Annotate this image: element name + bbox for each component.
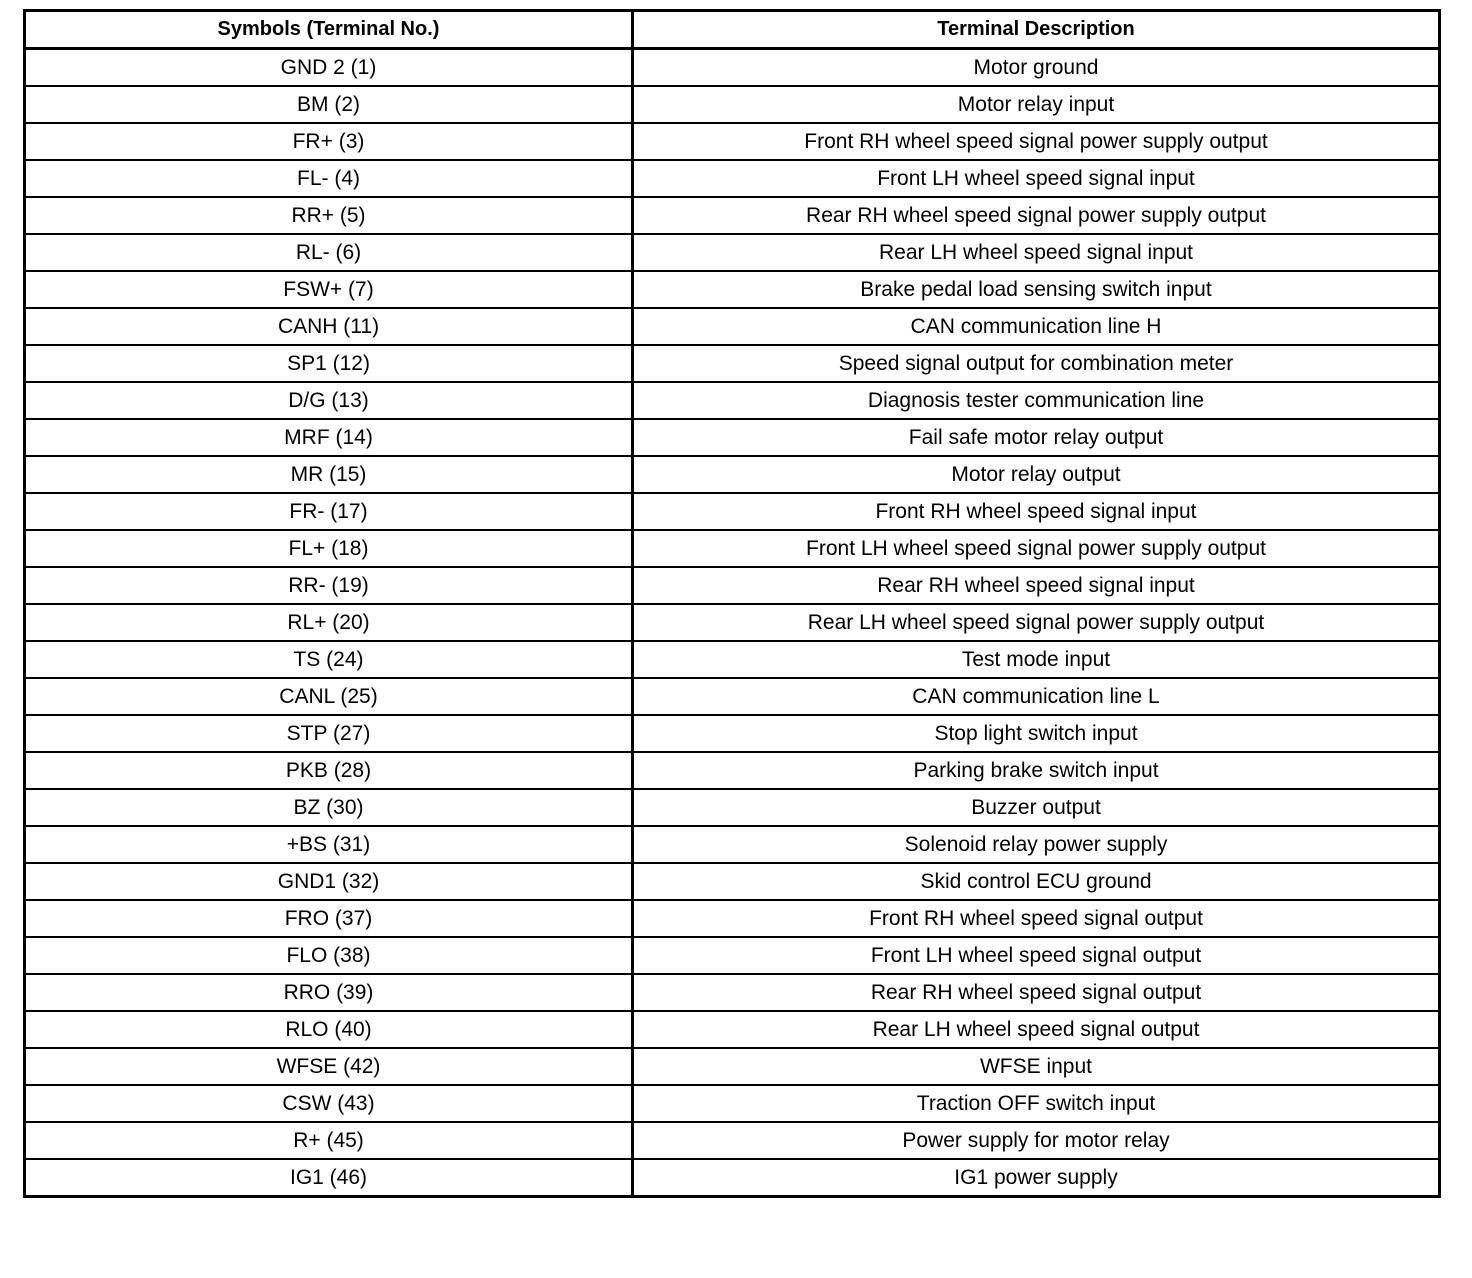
terminal-description-cell: CAN communication line L [633, 678, 1440, 715]
terminal-symbol-cell: IG1 (46) [25, 1159, 633, 1197]
terminal-symbol-cell: RL+ (20) [25, 604, 633, 641]
table-row [25, 530, 1440, 567]
terminal-symbol-cell: BZ (30) [25, 789, 633, 826]
terminal-description-cell: IG1 power supply [633, 1159, 1440, 1197]
terminal-symbol-cell: CSW (43) [25, 1085, 633, 1122]
terminal-symbol-cell: CANH (11) [25, 308, 633, 345]
terminal-description-cell: Motor ground [633, 49, 1440, 87]
terminal-symbol-cell: FRO (37) [25, 900, 633, 937]
table-row [25, 678, 1440, 715]
table-row [25, 1085, 1440, 1122]
table-row [25, 752, 1440, 789]
terminal-symbol-cell: FSW+ (7) [25, 271, 633, 308]
table-row [25, 604, 1440, 641]
terminal-symbol-cell: GND1 (32) [25, 863, 633, 900]
terminal-symbol-cell: FL- (4) [25, 160, 633, 197]
table-row [25, 49, 1440, 87]
terminal-symbol-cell: RRO (39) [25, 974, 633, 1011]
table-row [25, 345, 1440, 382]
table-row [25, 715, 1440, 752]
terminal-description-cell: WFSE input [633, 1048, 1440, 1085]
terminal-description-cell: Fail safe motor relay output [633, 419, 1440, 456]
terminal-description-cell: Rear LH wheel speed signal output [633, 1011, 1440, 1048]
table-row [25, 900, 1440, 937]
table-row [25, 456, 1440, 493]
table-row [25, 826, 1440, 863]
table-row [25, 641, 1440, 678]
terminal-symbol-cell: FLO (38) [25, 937, 633, 974]
terminal-description-cell: Front LH wheel speed signal output [633, 937, 1440, 974]
table-row [25, 1011, 1440, 1048]
terminal-description-cell: Diagnosis tester communication line [633, 382, 1440, 419]
table-row [25, 308, 1440, 345]
table-row [25, 1122, 1440, 1159]
terminal-symbol-cell: GND 2 (1) [25, 49, 633, 87]
terminal-symbol-cell: RR- (19) [25, 567, 633, 604]
terminal-symbol-cell: R+ (45) [25, 1122, 633, 1159]
terminal-description-cell: Traction OFF switch input [633, 1085, 1440, 1122]
table-row [25, 974, 1440, 1011]
terminal-description-cell: Front RH wheel speed signal power supply output [633, 123, 1440, 160]
column-header-symbols: Symbols (Terminal No.) [25, 11, 633, 49]
terminal-symbol-cell: RLO (40) [25, 1011, 633, 1048]
terminal-table [23, 9, 1441, 1198]
terminal-symbol-cell: RR+ (5) [25, 197, 633, 234]
terminal-description-cell: Rear RH wheel speed signal output [633, 974, 1440, 1011]
table-row [25, 863, 1440, 900]
terminal-symbol-cell: SP1 (12) [25, 345, 633, 382]
terminal-description-cell: CAN communication line H [633, 308, 1440, 345]
table-row [25, 197, 1440, 234]
table-row [25, 234, 1440, 271]
terminal-description-cell: Rear RH wheel speed signal power supply output [633, 197, 1440, 234]
terminal-description-cell: Solenoid relay power supply [633, 826, 1440, 863]
terminal-description-cell: Skid control ECU ground [633, 863, 1440, 900]
table-row [25, 382, 1440, 419]
terminal-description-cell: Front LH wheel speed signal power supply output [633, 530, 1440, 567]
terminal-symbol-cell: PKB (28) [25, 752, 633, 789]
table-row [25, 1159, 1440, 1197]
terminal-symbol-cell: STP (27) [25, 715, 633, 752]
terminal-description-cell: Power supply for motor relay [633, 1122, 1440, 1159]
table-row [25, 271, 1440, 308]
terminal-description-cell: Brake pedal load sensing switch input [633, 271, 1440, 308]
terminal-description-cell: Front RH wheel speed signal input [633, 493, 1440, 530]
column-header-description: Terminal Description [633, 11, 1440, 49]
terminal-description-cell: Buzzer output [633, 789, 1440, 826]
table-row [25, 1048, 1440, 1085]
terminal-description-cell: Stop light switch input [633, 715, 1440, 752]
table-row [25, 160, 1440, 197]
terminal-description-cell: Front RH wheel speed signal output [633, 900, 1440, 937]
table-row [25, 86, 1440, 123]
table-row [25, 123, 1440, 160]
terminal-description-cell: Motor relay output [633, 456, 1440, 493]
terminal-symbol-cell: MR (15) [25, 456, 633, 493]
table-body [25, 49, 1440, 1197]
table-row [25, 937, 1440, 974]
terminal-symbol-cell: D/G (13) [25, 382, 633, 419]
terminal-symbol-cell: FL+ (18) [25, 530, 633, 567]
table-row [25, 419, 1440, 456]
terminal-symbol-cell: +BS (31) [25, 826, 633, 863]
terminal-description-cell: Rear LH wheel speed signal input [633, 234, 1440, 271]
terminal-description-cell: Rear RH wheel speed signal input [633, 567, 1440, 604]
terminal-description-cell: Front LH wheel speed signal input [633, 160, 1440, 197]
terminal-symbol-cell: CANL (25) [25, 678, 633, 715]
terminal-description-cell: Rear LH wheel speed signal power supply output [633, 604, 1440, 641]
terminal-symbol-cell: FR- (17) [25, 493, 633, 530]
terminal-description-cell: Motor relay input [633, 86, 1440, 123]
terminal-description-cell: Test mode input [633, 641, 1440, 678]
terminal-description-cell: Parking brake switch input [633, 752, 1440, 789]
terminal-symbol-cell: WFSE (42) [25, 1048, 633, 1085]
table-row [25, 567, 1440, 604]
terminal-symbol-cell: RL- (6) [25, 234, 633, 271]
terminal-symbol-cell: FR+ (3) [25, 123, 633, 160]
table-row [25, 493, 1440, 530]
table-row [25, 789, 1440, 826]
table-header-row [25, 11, 1440, 49]
terminal-symbol-cell: TS (24) [25, 641, 633, 678]
terminal-description-cell: Speed signal output for combination meter [633, 345, 1440, 382]
terminal-symbol-cell: MRF (14) [25, 419, 633, 456]
terminal-symbol-cell: BM (2) [25, 86, 633, 123]
